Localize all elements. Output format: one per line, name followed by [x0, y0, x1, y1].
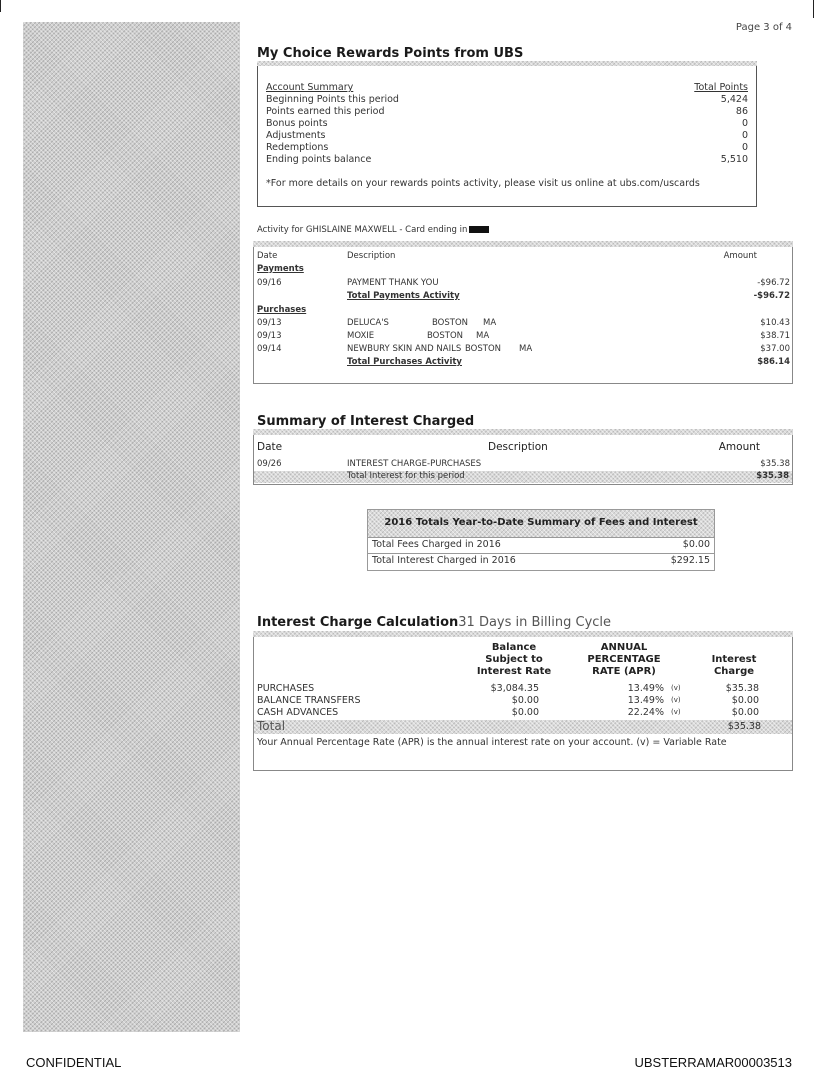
total-points-header: Total Points	[694, 82, 748, 93]
side-panel	[23, 22, 240, 1032]
interest-summary-header-row	[257, 441, 790, 455]
transaction-state: MA	[483, 318, 497, 328]
interest-summary-title: Summary of Interest Charged	[257, 414, 475, 429]
rewards-summary	[266, 82, 748, 192]
transaction-date: 09/13	[257, 331, 282, 341]
footer-bates-number: UBSTERRAMAR00003513	[634, 1055, 792, 1070]
calc-row-flag: (v)	[671, 708, 681, 716]
calc-col-apr-header	[574, 642, 674, 678]
payments-total-row	[257, 291, 790, 304]
payments-total-label: Total Payments Activity	[347, 291, 460, 301]
charge-header-line: Charge	[713, 666, 755, 677]
transaction-row	[257, 331, 790, 344]
interest-summary-box	[253, 435, 793, 485]
calc-row-label: BALANCE TRANSFERS	[257, 695, 361, 706]
rewards-row-label: Redemptions	[266, 142, 329, 153]
footer-confidential: CONFIDENTIAL	[26, 1055, 122, 1070]
calc-row-label: PURCHASES	[257, 683, 315, 694]
interest-total-label: Total Interest for this period	[347, 471, 465, 481]
account-summary-header: Account Summary	[266, 82, 354, 93]
rewards-row-value: 5,510	[720, 154, 748, 165]
calc-note-row	[257, 737, 787, 749]
rewards-row-value: 5,424	[720, 94, 748, 105]
interest-total: $35.38	[756, 471, 789, 481]
rewards-note-row	[266, 178, 748, 191]
transaction-merchant: MOXIE	[347, 331, 375, 341]
transaction-amount: $10.43	[760, 318, 790, 328]
payments-label: Payments	[257, 264, 304, 274]
calc-row-label: CASH ADVANCES	[257, 707, 339, 718]
calc-box	[253, 637, 793, 771]
transaction-description: PAYMENT THANK YOU	[347, 278, 439, 288]
interest-total-row	[254, 471, 792, 483]
calc-title-line	[257, 611, 611, 630]
transaction-amount: $37.00	[760, 344, 790, 354]
calc-row-balance: $0.00	[511, 695, 539, 706]
activity-header-row	[257, 251, 790, 264]
calc-row-balance: $3,084.35	[490, 683, 539, 694]
purchases-label: Purchases	[257, 305, 307, 315]
calc-row-charge: $35.38	[725, 683, 759, 694]
calc-row-balance: $0.00	[511, 707, 539, 718]
balance-header-line: Subject to	[485, 654, 543, 665]
col-date-header: Date	[257, 251, 278, 261]
activity-box	[253, 247, 793, 384]
transaction-merchant: DELUCA'S	[347, 318, 389, 328]
interest-row-date: 09/26	[257, 459, 282, 469]
calc-title: Interest Charge Calculation	[257, 615, 459, 630]
calc-row-flag: (v)	[671, 684, 681, 692]
transaction-city: BOSTON	[465, 344, 502, 354]
payments-label-row	[257, 264, 790, 277]
ytd-box	[367, 509, 715, 571]
activity-heading-text: Activity for GHISLAINE MAXWELL - Card ending in	[257, 225, 468, 235]
activity-heading	[257, 225, 489, 235]
calc-note: Your Annual Percentage Rate (APR) is the annual interest rate on your account. (v) = Variable Rate	[257, 737, 727, 748]
calc-row-flag: (v)	[671, 696, 681, 704]
ytd-row-label: Total Fees Charged in 2016	[372, 539, 501, 550]
purchases-total-row	[257, 357, 790, 370]
col-description-header: Description	[347, 251, 396, 261]
transaction-row	[257, 344, 790, 357]
transaction-state: MA	[476, 331, 490, 341]
scan-edge-left	[0, 0, 1, 12]
interest-row-description: INTEREST CHARGE-PURCHASES	[347, 459, 482, 469]
ytd-row-value: $292.15	[670, 555, 710, 566]
payments-total: -$96.72	[753, 291, 790, 301]
calc-row	[257, 683, 787, 695]
charge-header-line: Interest	[711, 654, 757, 665]
col-amount-header: Amount	[723, 251, 757, 261]
transaction-row	[257, 278, 790, 291]
calc-row-apr: 13.49%	[627, 683, 664, 694]
interest-row-amount: $35.38	[760, 459, 790, 469]
transaction-state: MA	[519, 344, 533, 354]
apr-header-line: RATE (APR)	[592, 666, 656, 677]
calc-total-row	[254, 720, 792, 734]
balance-header-line: Balance	[491, 642, 537, 653]
page-number: Page 3 of 4	[735, 22, 792, 33]
apr-header-line: PERCENTAGE	[587, 654, 661, 665]
purchases-total: $86.14	[757, 357, 790, 367]
purchases-label-row	[257, 305, 790, 318]
transaction-date: 09/13	[257, 318, 282, 328]
rewards-box	[257, 66, 757, 207]
balance-header-line: Interest Rate	[476, 666, 552, 677]
rewards-row-label: Bonus points	[266, 118, 328, 129]
rewards-row-label: Points earned this period	[266, 106, 385, 117]
interest-col-date: Date	[257, 441, 283, 453]
calc-col-balance-header	[464, 642, 564, 678]
calc-total-charge: $35.38	[727, 721, 761, 732]
purchases-total-label: Total Purchases Activity	[347, 357, 462, 367]
transaction-date: 09/16	[257, 278, 282, 288]
transaction-row	[257, 318, 790, 331]
ytd-title: 2016 Totals Year-to-Date Summary of Fees and Interest	[384, 517, 698, 528]
redaction-block	[469, 226, 489, 233]
transaction-date: 09/14	[257, 344, 282, 354]
calc-row	[257, 707, 787, 719]
interest-col-description: Description	[488, 441, 548, 453]
interest-row	[257, 459, 790, 471]
scan-edge-right	[813, 0, 814, 18]
ytd-header	[368, 510, 714, 537]
rewards-row-value: 0	[741, 130, 748, 141]
calc-subtitle: 31 Days in Billing Cycle	[458, 615, 612, 630]
rewards-row-value: 0	[741, 118, 748, 129]
calc-row-apr: 13.49%	[627, 695, 664, 706]
rewards-row-label: Ending points balance	[266, 154, 372, 165]
transaction-amount: $38.71	[760, 331, 790, 341]
calc-row-charge: $0.00	[731, 707, 759, 718]
apr-header-line: ANNUAL	[600, 642, 648, 653]
rewards-row-label: Beginning Points this period	[266, 94, 399, 105]
rewards-row-value: 86	[735, 106, 748, 117]
ytd-row-value: $0.00	[682, 539, 710, 550]
interest-col-amount: Amount	[718, 441, 760, 453]
transaction-merchant: NEWBURY SKIN AND NAILS	[347, 344, 462, 354]
transaction-city: BOSTON	[427, 331, 464, 341]
rewards-row-value: 0	[741, 142, 748, 153]
ytd-row-label: Total Interest Charged in 2016	[372, 555, 516, 566]
ytd-row	[368, 553, 714, 569]
transaction-amount: -$96.72	[757, 278, 790, 288]
calc-row-charge: $0.00	[731, 695, 759, 706]
activity-table	[257, 251, 790, 379]
rewards-title: My Choice Rewards Points from UBS	[257, 46, 524, 61]
calc-col-charge-header	[694, 654, 774, 678]
transaction-city: BOSTON	[432, 318, 469, 328]
calc-total-label: Total	[257, 719, 286, 733]
ytd-row	[368, 537, 714, 553]
calc-row-apr: 22.24%	[627, 707, 664, 718]
rewards-row-label: Adjustments	[266, 130, 326, 141]
rewards-row	[266, 154, 748, 167]
rewards-note: *For more details on your rewards points activity, please visit us online at ubs.com/uscards	[266, 178, 700, 189]
calc-row	[257, 695, 787, 707]
